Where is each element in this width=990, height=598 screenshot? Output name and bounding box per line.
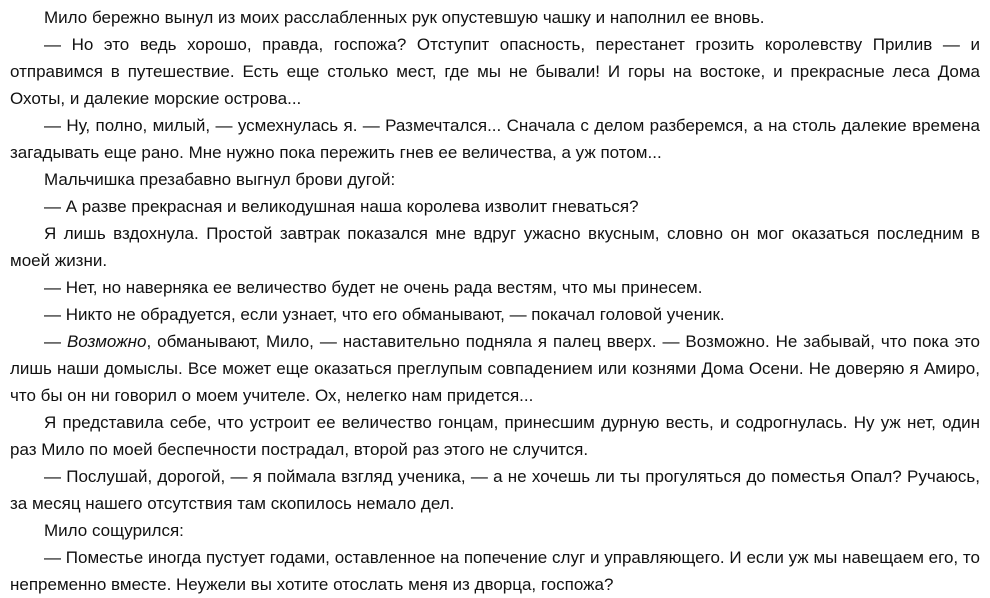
paragraph-9-post: , обманывают, Мило, — наставительно подняла я палец вверх. — Возможно. Не забывай, что пока это лишь наши домыслы. Все может еще оказаться преглупым совпадением или кознями Дома Осени. Не доверяю я Амиро, что бы он ни говорил о моем учителе. Ох, нелегко нам придется... [10, 332, 980, 405]
paragraph-9-pre: — [44, 332, 67, 351]
paragraph-6: Я лишь вздохнула. Простой завтрак показался мне вдруг ужасно вкусным, словно он мог оказаться последним в моей жизни. [10, 224, 980, 270]
paragraph-1: Мило бережно вынул из моих расслабленных рук опустевшую чашку и наполнил ее вновь. [44, 8, 765, 27]
paragraph-8: — Никто не обрадуется, если узнает, что его обманывают, — покачал головой ученик. [44, 305, 725, 324]
paragraph-9 [10, 328, 980, 409]
paragraph-7: — Нет, но наверняка ее величество будет не очень рада вестям, что мы принесем. [44, 278, 703, 297]
paragraph-4: Мальчишка презабавно выгнул брови дугой: [44, 170, 396, 189]
paragraph-2: — Но это ведь хорошо, правда, госпожа? Отступит опасность, перестанет грозить королевству Прилив — и отправимся в путешествие. Есть еще столько мест, где мы не бывали! И горы на востоке, и прекрасные леса Дома Охоты, и далекие морские острова... [10, 35, 980, 108]
paragraph-10: Я представила себе, что устроит ее величество гонцам, принесшим дурную весть, и содрогнулась. Ну уж нет, один раз Мило по моей беспечности пострадал, второй раз этого не случится. [10, 413, 980, 459]
paragraph-13: — Поместье иногда пустует годами, оставленное на попечение слуг и управляющего. И если уж мы навещаем его, то непременно вместе. Неужели вы хотите отослать меня из дворца, госпожа? [10, 548, 980, 594]
paragraph-5: — А разве прекрасная и великодушная наша королева изволит гневаться? [44, 197, 639, 216]
paragraph-12: Мило сощурился: [44, 521, 184, 540]
paragraph-9-emphasis: Возможно [66, 332, 147, 351]
paragraph-11: — Послушай, дорогой, — я поймала взгляд ученика, — а не хочешь ли ты прогуляться до поместья Опал? Ручаюсь, за месяц нашего отсутствия там скопилось немало дел. [10, 467, 980, 513]
paragraph-3: — Ну, полно, милый, — усмехнулась я. — Размечтался... Сначала с делом разберемся, а на столь далекие времена загадывать еще рано. Мне нужно пока пережить гнев ее величества, а уж потом... [10, 116, 980, 162]
